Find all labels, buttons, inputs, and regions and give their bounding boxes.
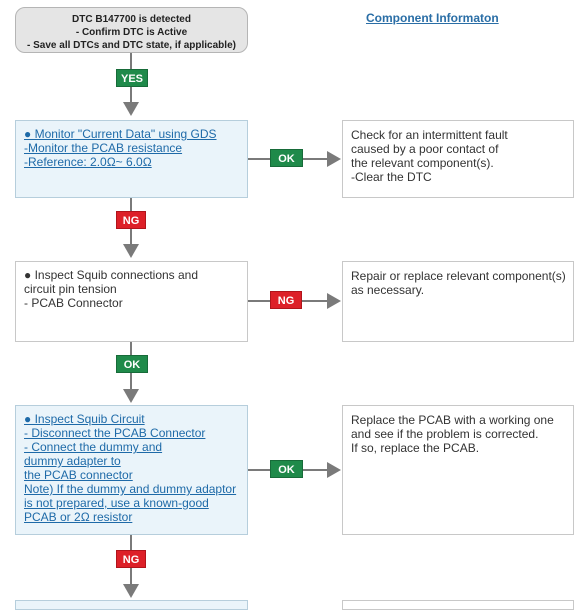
connector-ok-result1 (303, 158, 328, 160)
step-1-line-2[interactable]: -Monitor the PCAB resistance (24, 141, 183, 155)
result-1-box (342, 120, 574, 198)
component-information-link[interactable]: Component Informaton (366, 11, 499, 25)
step-1-box[interactable] (15, 120, 248, 198)
result-3-line-2: and see if the problem is corrected. (351, 427, 539, 441)
arrow-right-icon (327, 462, 341, 478)
step-3-line-8[interactable]: PCAB or 2Ω resistor (24, 510, 133, 524)
ng-badge-2: NG (270, 291, 302, 309)
step-3-line-5[interactable]: the PCAB connector (24, 468, 133, 482)
arrow-down-icon (123, 244, 139, 258)
ok-badge-1: OK (270, 149, 303, 167)
result-4-box-partial (342, 600, 574, 610)
arrow-down-icon (123, 102, 139, 116)
step-2-box (15, 261, 248, 342)
step-3-box[interactable] (15, 405, 248, 535)
connector-step2-ok (130, 342, 132, 355)
connector-ng-result2 (302, 300, 328, 302)
step-1-line-1[interactable]: ● Monitor "Current Data" using GDS (24, 127, 217, 141)
result-1-line-3: the relevant component(s). (351, 156, 494, 170)
connector-step2-ng (248, 300, 270, 302)
step-4-box-partial (15, 600, 248, 610)
ng-badge-1: NG (116, 211, 146, 229)
result-3-line-1: Replace the PCAB with a working one (351, 413, 554, 427)
result-2-box (342, 261, 574, 342)
ok-badge-3: OK (270, 460, 303, 478)
result-1-line-1: Check for an intermittent fault (351, 128, 508, 142)
step-1-line-3[interactable]: -Reference: 2.0Ω~ 6.0Ω (24, 155, 152, 169)
result-2-line-1: Repair or replace relevant component(s) (351, 269, 566, 283)
step-2-line-3: - PCAB Connector (24, 296, 123, 310)
yes-badge: YES (116, 69, 148, 87)
connector-ng-next (130, 568, 132, 584)
step-3-line-3[interactable]: - Connect the dummy and (24, 440, 163, 454)
result-3-line-3: If so, replace the PCAB. (351, 441, 480, 455)
connector-ok-result3 (303, 469, 328, 471)
start-box (15, 7, 248, 53)
step-2-line-2: circuit pin tension (24, 282, 117, 296)
step-3-line-2[interactable]: - Disconnect the PCAB Connector (24, 426, 206, 440)
start-line-2: - Confirm DTC is Active (75, 27, 188, 38)
connector-ok-step3 (130, 373, 132, 389)
connector-yes-step1 (130, 87, 132, 102)
result-1-line-4: -Clear the DTC (351, 170, 432, 184)
step-3-line-6[interactable]: Note) If the dummy and dummy adaptor (24, 482, 237, 496)
arrow-right-icon (327, 293, 341, 309)
ng-badge-3: NG (116, 550, 146, 568)
start-line-3: - Save all DTCs and DTC state, if applicable) (27, 40, 236, 51)
start-line-1: DTC B147700 is detected (72, 14, 191, 25)
ok-badge-2: OK (116, 355, 148, 373)
connector-start-yes (130, 53, 132, 69)
step-3-line-4[interactable]: dummy adapter to (24, 454, 121, 468)
result-1-line-2: caused by a poor contact of (351, 142, 499, 156)
connector-step1-ng (130, 198, 132, 211)
connector-step3-ok (248, 469, 270, 471)
arrow-down-icon (123, 584, 139, 598)
step-2-line-1: ● Inspect Squib connections and (24, 268, 199, 282)
result-3-box (342, 405, 574, 535)
arrow-down-icon (123, 389, 139, 403)
connector-step3-ng (130, 535, 132, 550)
arrow-right-icon (327, 151, 341, 167)
connector-step1-ok (248, 158, 270, 160)
step-3-line-7[interactable]: is not prepared, use a known-good (24, 496, 209, 510)
result-2-line-2: as necessary. (351, 283, 425, 297)
step-3-line-1[interactable]: ● Inspect Squib Circuit (24, 412, 145, 426)
connector-ng-step2 (130, 229, 132, 244)
